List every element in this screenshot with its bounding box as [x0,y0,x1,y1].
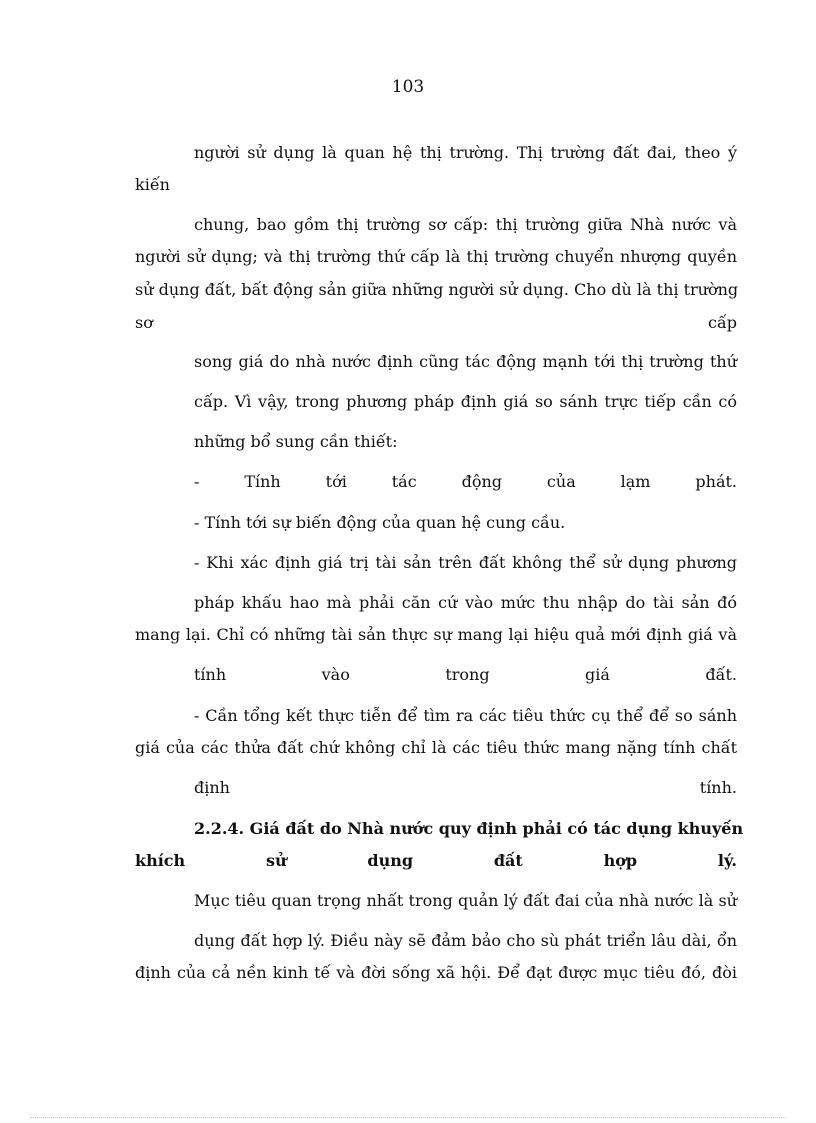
text-line: cấp. Vì vậy, trong phương pháp định giá so sánh trực tiếp cần có [194,392,737,411]
text-line: sử dụng đất, bất động sản giữa những người sử dụng. Cho dù là thị trường [135,280,739,299]
section-heading: khích sử dụng đất hợp lý. [135,851,737,870]
text-line: dụng đất hợp lý. Điều này sẽ đảm bảo cho sù phát triển lâu dài, ổn [194,931,737,950]
footer-divider [30,1117,786,1118]
text-line: những bổ sung cần thiết: [194,432,398,451]
text-line: giá của các thửa đất chứ không chỉ là các tiêu thức mang nặng tính chất [135,738,737,757]
page-number: 103 [391,77,425,97]
text-line: định tính. [194,778,737,797]
text-line: kiến [135,175,170,194]
text-line: Mục tiêu quan trọng nhất trong quản lý đất đai của nhà nước là sử [194,891,737,910]
text-line: sơ cấp [135,313,737,332]
text-line: mang lại. Chỉ có những tài sản thực sự mang lại hiệu quả mới định giá và [135,625,737,644]
text-line: pháp khấu hao mà phải căn cứ vào mức thu nhập do tài sản đó [194,593,737,612]
text-line: tính vào trong giá đất. [194,665,737,684]
text-line: người sử dụng; và thị trường thứ cấp là thị trường chuyển nhượng quyền [135,247,737,266]
text-line: chung, bao gồm thị trường sơ cấp: thị trường giữa Nhà nước và [194,215,737,234]
text-line: song giá do nhà nước định cũng tác động mạnh tới thị trường thứ [194,352,737,371]
text-line: người sử dụng là quan hệ thị trường. Thị trường đất đai, theo ý [194,143,737,162]
list-item: - Khi xác định giá trị tài sản trên đất không thể sử dụng phương [194,553,737,572]
list-item: - Tính tới tác động của lạm phát. [194,472,737,491]
section-heading: 2.2.4. Giá đất do Nhà nước quy định phải có tác dụng khuyến [194,819,744,838]
list-item: - Cần tổng kết thực tiễn để tìm ra các tiêu thức cụ thể để so sánh [194,706,737,725]
text-line: định của cả nền kinh tế và đời sống xã hội. Để đạt được mục tiêu đó, đòi [135,963,737,982]
list-item: - Tính tới sự biến động của quan hệ cung cầu. [194,513,566,532]
